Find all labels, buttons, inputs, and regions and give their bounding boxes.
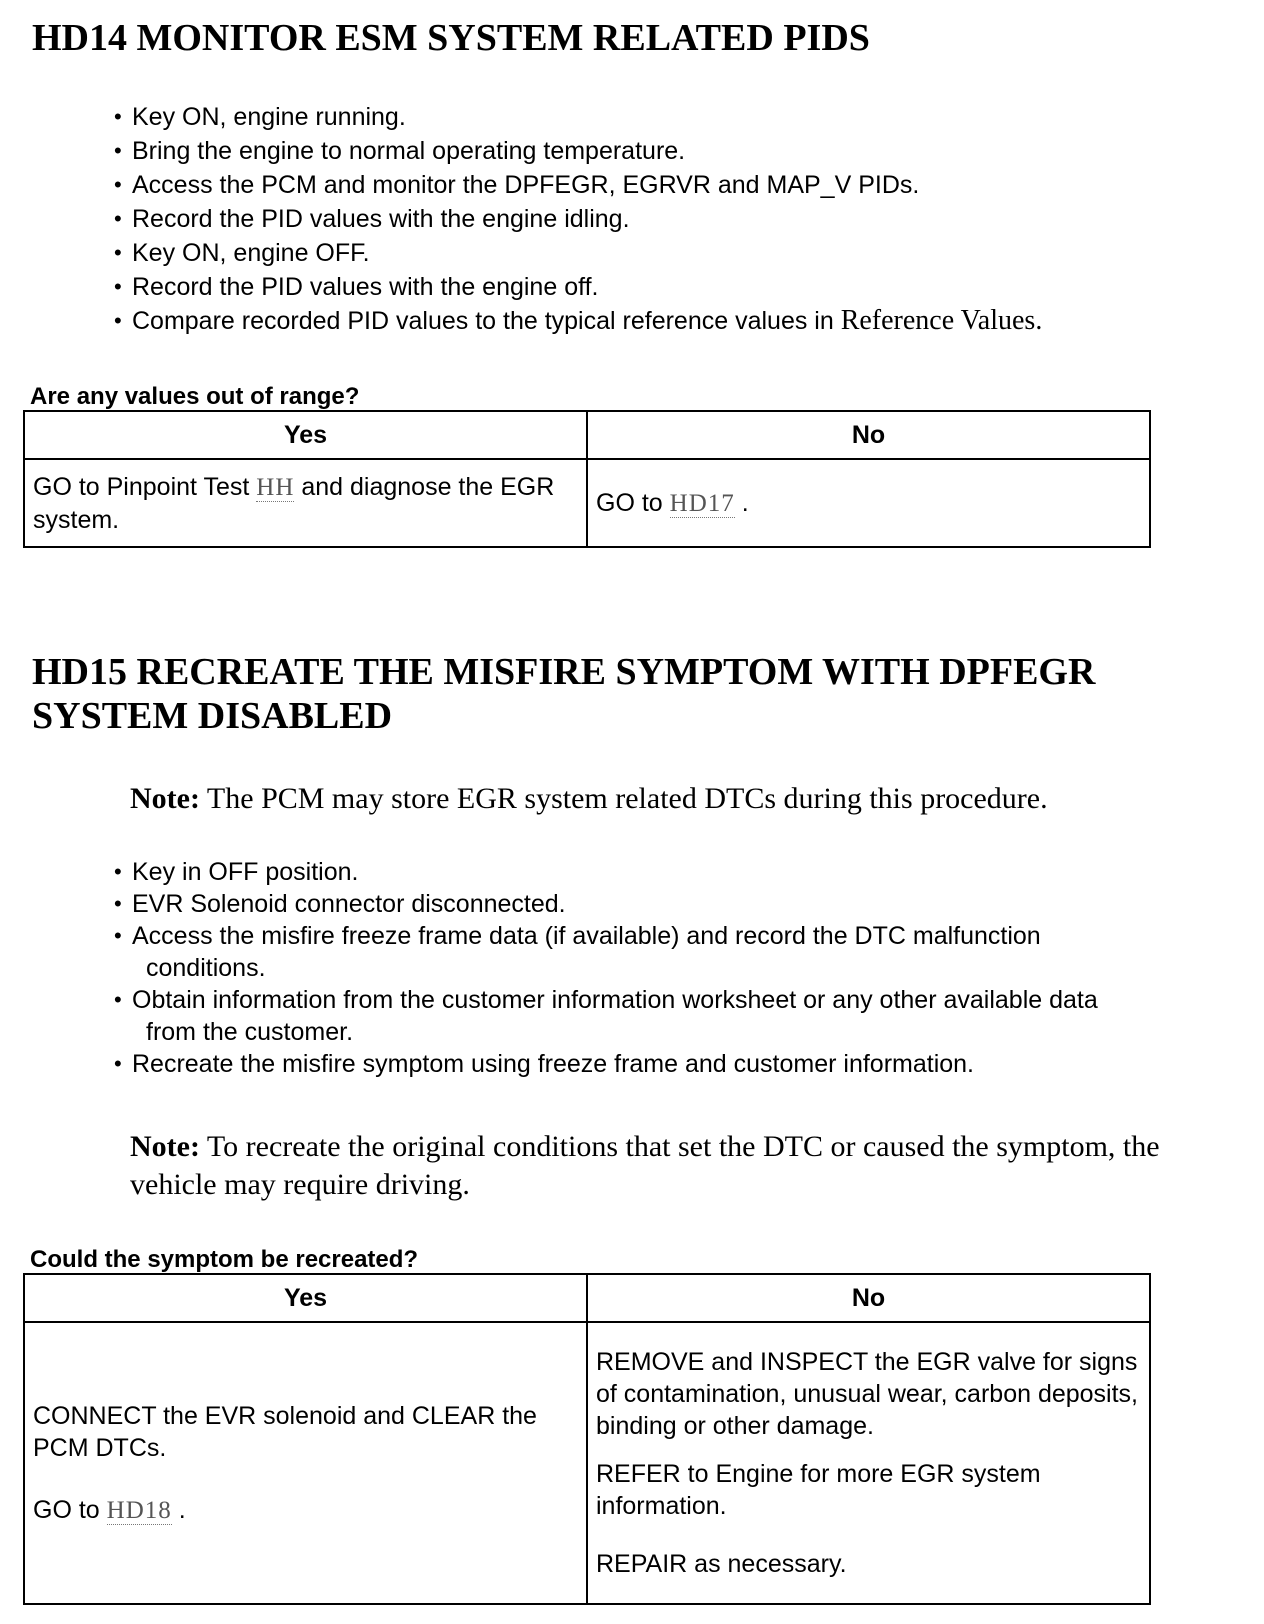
no-cell (587, 459, 1150, 547)
yes-text-suffix: and diagnose the EGR system. (33, 472, 555, 534)
yes-header: Yes (24, 411, 587, 459)
yes-cell (24, 459, 587, 547)
yes-go-to (33, 1494, 578, 1527)
reference-values-link[interactable]: Reference Values (840, 305, 1036, 336)
list-item-line: Obtain information from the customer information worksheet or any other available data (132, 986, 1098, 1014)
list-item-continuation: from the customer. (146, 1018, 354, 1046)
question-symptom-recreated: Could the symptom be recreated? (30, 1246, 419, 1273)
list-item-continuation: conditions. (146, 954, 266, 982)
yes-instruction: CONNECT the EVR solenoid and CLEAR the PCM DTCs. (33, 1401, 537, 1462)
go-to-suffix: . (171, 1495, 186, 1524)
list-item (112, 304, 1042, 338)
hd14-decision-table (23, 410, 1151, 548)
note-dtc-storage (130, 780, 1240, 818)
list-item: • Record the PID values with the engine off. (112, 270, 1042, 304)
yes-cell (24, 1322, 587, 1604)
no-text-prefix: GO to (596, 488, 670, 517)
list-item-line: Access the misfire freeze frame data (if available) and record the DTC malfunction (132, 922, 1041, 950)
note-driving-required (130, 1128, 1240, 1204)
note-text: To recreate the original conditions that set the DTC or caused the symptom, the vehicle may require driving. (130, 1130, 1160, 1201)
section-title-hd14: HD14 MONITOR ESM SYSTEM RELATED PIDS (32, 17, 870, 59)
section-title-hd15: HD15 RECREATE THE MISFIRE SYMPTOM WITH DPFEGR SYSTEM DISABLED (32, 651, 1096, 737)
no-instruction-refer: REFER to Engine for more EGR system information. (596, 1460, 1041, 1520)
list-item (112, 984, 1242, 1048)
no-text-suffix: . (734, 488, 749, 517)
list-item: • Record the PID values with the engine idling. (112, 202, 1042, 236)
list-item: • Key ON, engine running. (112, 100, 1042, 134)
list-item (112, 920, 1242, 984)
go-to-prefix: GO to (33, 1495, 107, 1524)
hd18-link[interactable]: HD18 (106, 1496, 172, 1524)
no-header: No (587, 1274, 1150, 1322)
hd15-steps-list (112, 856, 1242, 1080)
question-values-out-of-range: Are any values out of range? (30, 383, 360, 410)
list-item: • Bring the engine to normal operating temperature. (112, 134, 1042, 168)
yes-text-prefix: GO to Pinpoint Test (33, 472, 257, 501)
list-item: • Key ON, engine OFF. (112, 236, 1042, 270)
pinpoint-test-hh-link[interactable]: HH (256, 473, 295, 501)
hd17-link[interactable]: HD17 (669, 489, 735, 517)
list-item: • Recreate the misfire symptom using freeze frame and customer information. (112, 1048, 1242, 1080)
no-header: No (587, 411, 1150, 459)
list-item: • Key in OFF position. (112, 856, 1242, 888)
list-item-text: Compare recorded PID values to the typical reference values in (132, 307, 841, 335)
list-item-period: . (1035, 305, 1043, 336)
list-item: • EVR Solenoid connector disconnected. (112, 888, 1242, 920)
list-item: • Access the PCM and monitor the DPFEGR, EGRVR and MAP_V PIDs. (112, 168, 1042, 202)
note-label: Note: (130, 1130, 200, 1163)
no-instruction-remove: REMOVE and INSPECT the EGR valve for signs of contamination, unusual wear, carbon deposits, binding or other damage. (596, 1348, 1139, 1440)
no-instruction-repair: REPAIR as necessary. (596, 1550, 847, 1578)
yes-header: Yes (24, 1274, 587, 1322)
hd14-steps-list (112, 100, 1042, 338)
note-text: The PCM may store EGR system related DTCs during this procedure. (199, 782, 1048, 815)
note-label: Note: (130, 782, 200, 815)
hd15-decision-table (23, 1273, 1151, 1605)
no-cell (587, 1322, 1150, 1604)
